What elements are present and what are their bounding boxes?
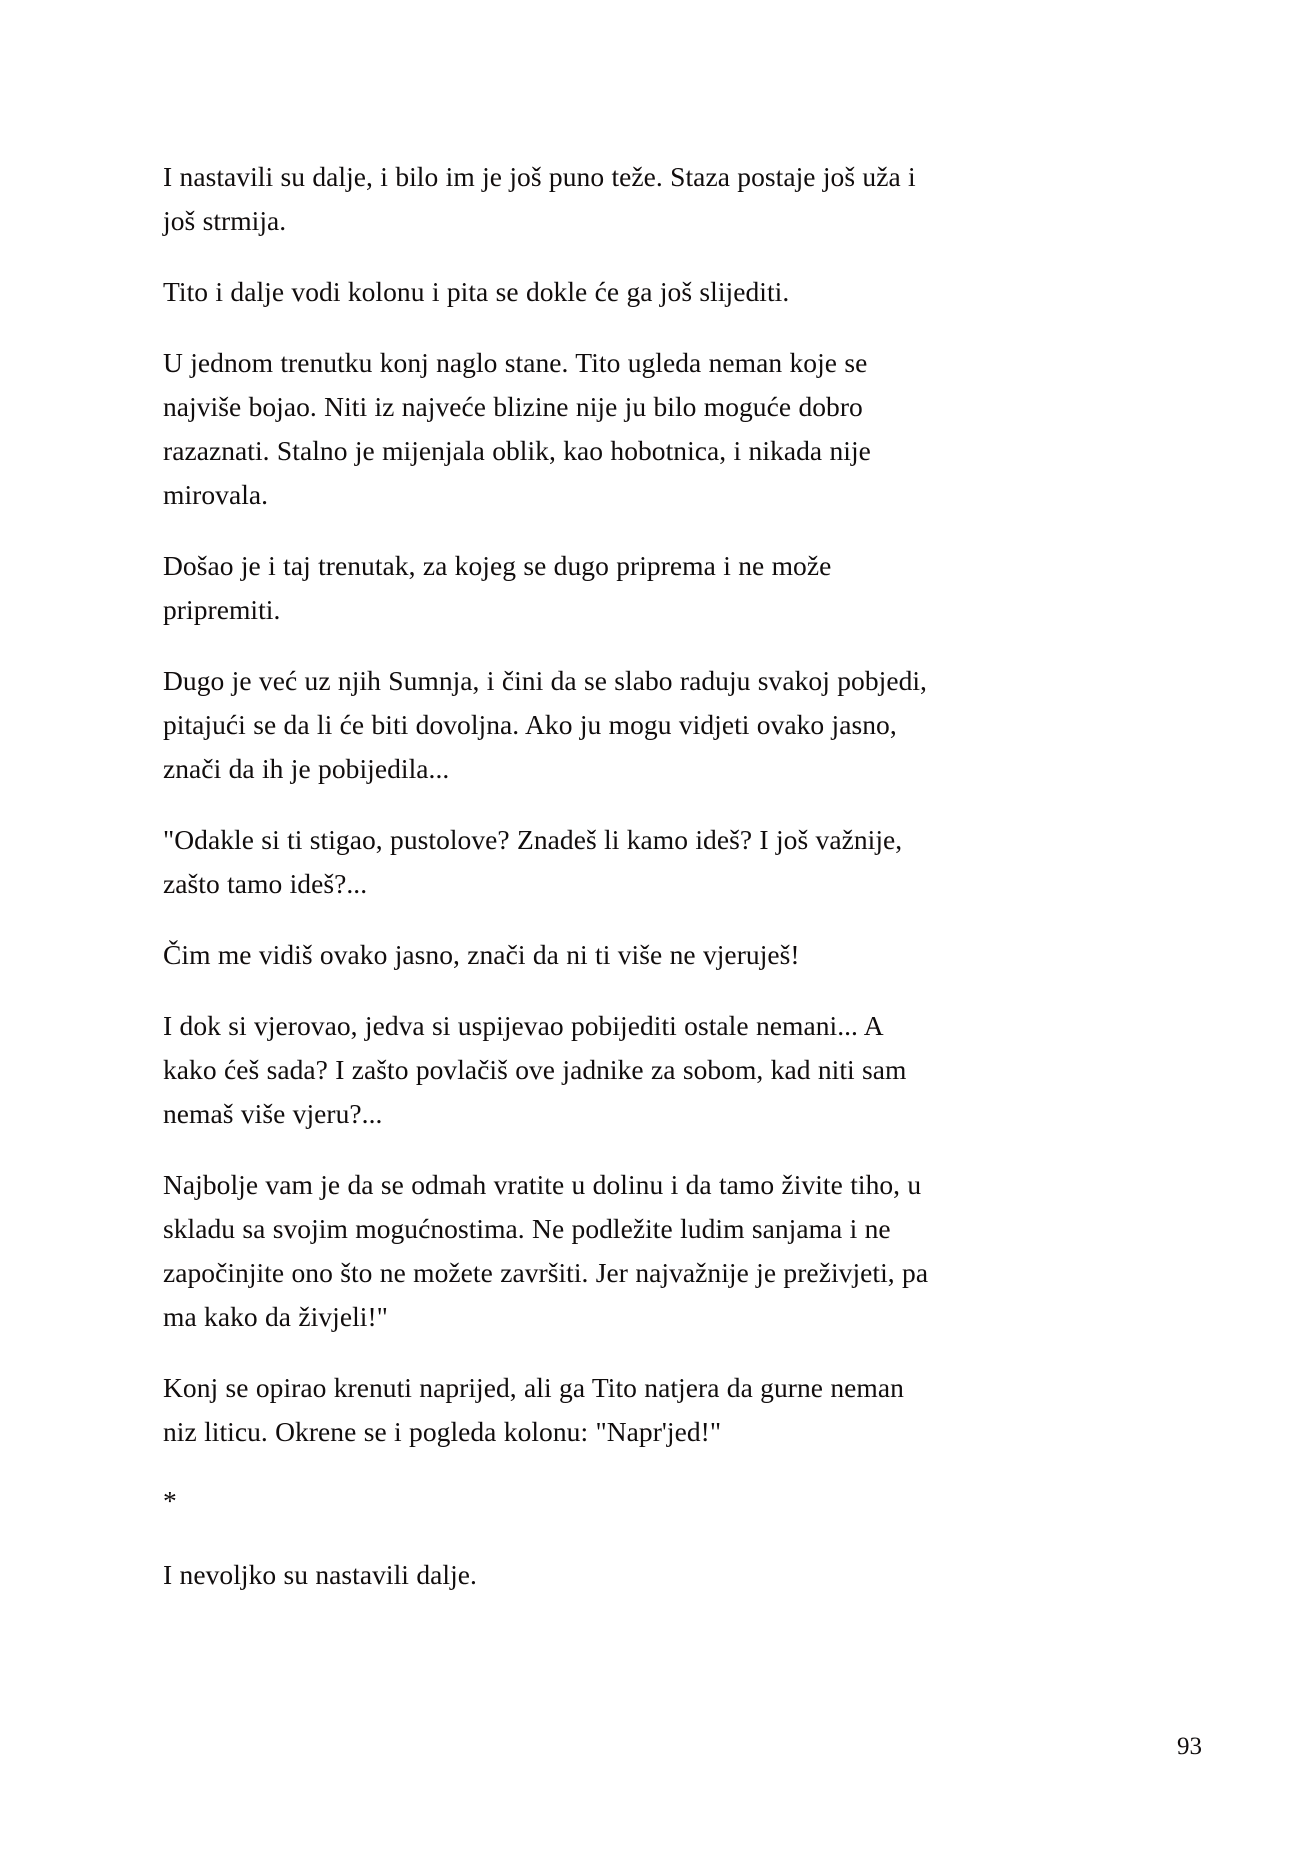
paragraph: Tito i dalje vodi kolonu i pita se dokle će ga još slijediti. [163,276,790,307]
paragraph: Najbolje vam je da se odmah vratite u dolinu i da tamo živite tiho, u skladu sa svojim mogućnostima. Ne podležite ludim sanjama i ne započinjite ono što ne možete završiti. Jer najvažnije je preživjeti, pa ma kako da živjeli!" [163,1169,929,1332]
paragraph: Konj se opirao krenuti naprijed, ali ga Tito natjera da gurne neman niz liticu. Okrene se i pogleda kolonu: "Napr'jed!" [163,1372,904,1447]
paragraph: I nevoljko su nastavili dalje. [163,1559,477,1590]
section-break-asterisk: * [163,1485,177,1516]
paragraph: I dok si vjerovao, jedva si uspijevao pobijediti ostale nemani... A kako ćeš sada? I zašto povlačiš ove jadnike za sobom, kad niti sam nemaš više vjeru?... [163,1010,907,1129]
paragraph: Čim me vidiš ovako jasno, znači da ni ti više ne vjeruješ! [163,939,800,970]
paragraph: Dugo je već uz njih Sumnja, i čini da se slabo raduju svakoj pobjedi, pitajući se da li će biti dovoljna. Ako ju mogu vidjeti ovako jasno, znači da ih je pobijedila... [163,665,927,784]
body-text-column [163,155,935,1624]
paragraph: "Odakle si ti stigao, pustolove? Znadeš li kamo ideš? I još važnije, zašto tamo ideš?... [163,824,903,899]
paragraph: U jednom trenutku konj naglo stane. Tito ugleda neman koje se najviše bojao. Niti iz najveće blizine nije ju bilo moguće dobro razaznati. Stalno je mijenjala oblik, kao hobotnica, i nikada nije mirovala. [163,347,871,510]
paragraph: Došao je i taj trenutak, za kojeg se dugo priprema i ne može pripremiti. [163,550,832,625]
page-number: 93 [1177,1733,1202,1760]
paragraph: I nastavili su dalje, i bilo im je još puno teže. Staza postaje još uža i još strmija. [163,161,916,236]
